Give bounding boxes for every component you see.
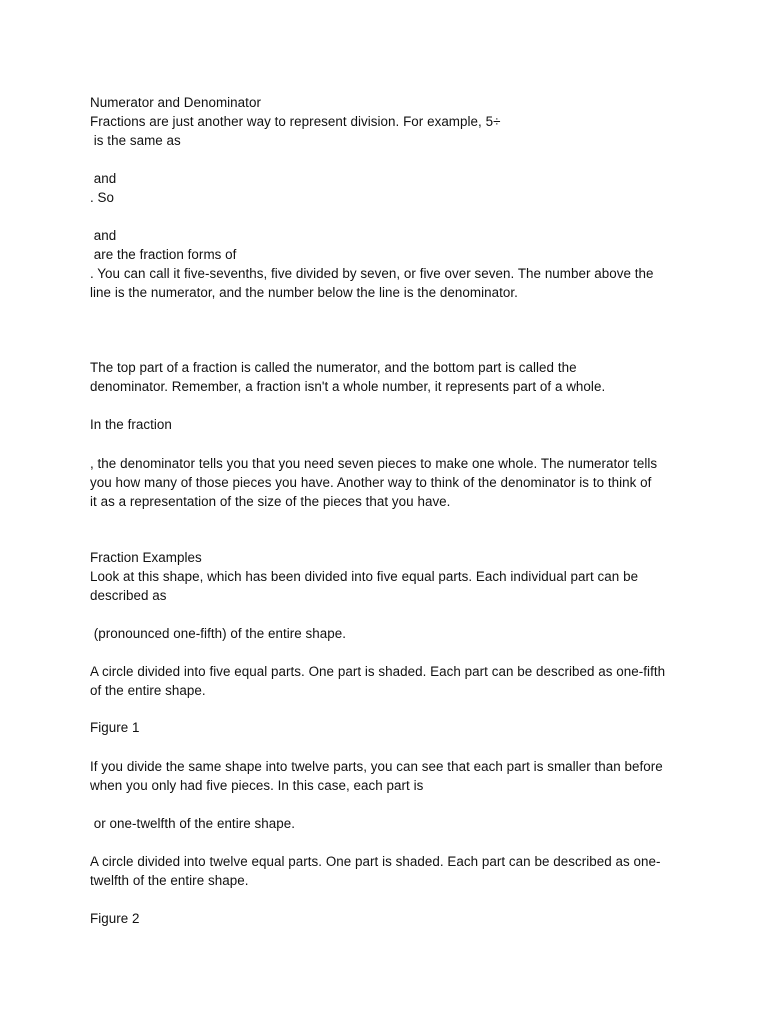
text-line: and (90, 228, 117, 243)
text-line: or one-twelfth of the entire shape. (90, 816, 296, 831)
text-line: If you divide the same shape into twelve parts, you can see that each part is smaller than before (90, 759, 663, 774)
figure-caption: Figure 2 (90, 911, 140, 926)
text-line: it as a representation of the size of the pieces that you have. (90, 494, 451, 509)
text-line: A circle divided into twelve equal parts. One part is shaded. Each part can be described as one- (90, 854, 661, 869)
section-heading: Numerator and Denominator (90, 95, 261, 110)
figure-caption: Figure 1 (90, 720, 140, 735)
text-line: of the entire shape. (90, 683, 206, 698)
text-line: A circle divided into five equal parts. One part is shaded. Each part can be described as one-fifth (90, 664, 666, 679)
text-line: denominator. Remember, a fraction isn't a whole number, it represents part of a whole. (90, 379, 606, 394)
text-line: (pronounced one-fifth) of the entire shape. (90, 626, 347, 641)
text-line: . So (90, 190, 115, 205)
text-line: line is the numerator, and the number below the line is the denominator. (90, 285, 518, 300)
text-line: , the denominator tells you that you need seven pieces to make one whole. The numerator tells (90, 456, 658, 471)
section-heading: Fraction Examples (90, 550, 202, 565)
text-line: are the fraction forms of (90, 247, 237, 262)
text-line: described as (90, 588, 167, 603)
text-line: and (90, 171, 117, 186)
text-line: The top part of a fraction is called the numerator, and the bottom part is called the (90, 360, 577, 375)
text-line: twelfth of the entire shape. (90, 873, 249, 888)
text-line: Look at this shape, which has been divided into five equal parts. Each individual part can be (90, 569, 639, 584)
text-line: In the fraction (90, 417, 172, 432)
text-line: you how many of those pieces you have. Another way to think of the denominator is to think of (90, 475, 652, 490)
text-line: . You can call it five-sevenths, five divided by seven, or five over seven. The number above the (90, 266, 654, 281)
text-line: when you only had five pieces. In this case, each part is (90, 778, 424, 793)
text-line: is the same as (90, 133, 181, 148)
text-line: Fractions are just another way to represent division. For example, 5÷ (90, 114, 501, 129)
